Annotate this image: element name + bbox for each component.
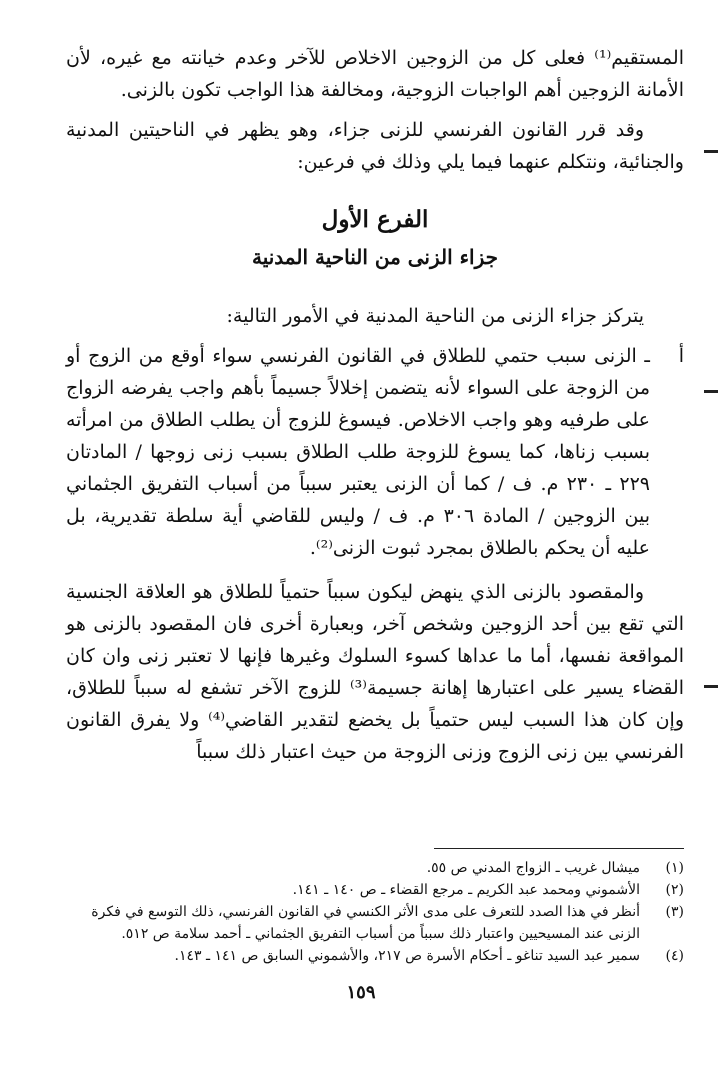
footnote-2 bbox=[66, 879, 684, 901]
scan-edge-mark bbox=[704, 150, 718, 153]
list-item-label: أ bbox=[678, 345, 684, 367]
scan-edge-mark bbox=[704, 390, 718, 393]
section-subtitle: جزاء الزنى من الناحية المدنية bbox=[251, 245, 498, 269]
paragraph-1: المستقيم⁽¹⁾ فعلى كل من الزوجين الاخلاص للآخر وعدم خيانته مع غيره، لأن الأمانة الزوجين أهم الواجبات الزوجية، ومخالفة هذا الواجب تكون بالزنى. bbox=[66, 47, 684, 101]
footnote-3 bbox=[66, 901, 684, 945]
paragraph-2: وقد قرر القانون الفرنسي للزنى جزاء، وهو يظهر في الناحيتين المدنية والجنائية، ونتكلم عنهما فيما يلي وذلك في فرعين: bbox=[66, 119, 684, 173]
list-item-a bbox=[66, 340, 684, 564]
footnote-divider bbox=[434, 848, 684, 849]
footnote-text: ميشال غريب ـ الزواج المدني ص ٥٥. bbox=[426, 860, 640, 876]
footnote-number: (٤) bbox=[665, 948, 684, 964]
intro-paragraph: يتركز جزاء الزنى من الناحية المدنية في الأمور التالية: bbox=[226, 305, 644, 327]
footnote-text: أنظر في هذا الصدد للتعرف على مدى الأثر الكنسي في القانون الفرنسي، ذلك التوسع في فكرة الزنى عند المسيحيين واعتبار ذلك سبباً من أسباب التفريق الجثماني ـ أحمد سلامة ص ٥١٢. bbox=[91, 904, 640, 942]
paragraph-3: والمقصود بالزنى الذي ينهض ليكون سبباً حتمياً للطلاق هو العلاقة الجنسية التي تقع بين أحد الزوجين وشخص آخر، وبعبارة أخرى فان المقصود بالزنى هو المواقعة نفسها، أما ما عداها كسوء السلوك وغيرها فإنها لا تعتبر زنى وان كان القضاء يسير على اعتبارها إهانة جسيمة⁽³⁾ للزوج الآخر تشفع له سبباً للطلاق، وإن كان هذا السبب ليس حتمياً بل يخضع لتقدير القاضي⁽⁴⁾ ولا يفرق القانون الفرنسي بين زنى الزوج وزنى الزوجة من حيث اعتبار ذلك سبباً bbox=[66, 581, 685, 763]
scan-edge-mark bbox=[704, 685, 718, 688]
footnote-1 bbox=[66, 857, 684, 879]
footnote-number: (٢) bbox=[665, 882, 684, 898]
list-item-text: ـ الزنى سبب حتمي للطلاق في القانون الفرنسي سواء أوقع من الزوج أو من الزوجة على السواء لأنه يتضمن إخلالاً جسيماً بأهم واجب يفرضه الزواج على طرفيه وهو واجب الاخلاص. فيسوغ للزوج أن يطلب الطلاق من امرأته بسبب زناها، كما يسوغ للزوجة طلب الطلاق بسبب زنى زوجها / المادتان ٢٢٩ ـ ٢٣٠ م. ف / كما أن الزنى يعتبر سبباً من أسباب التفريق الجثماني بين الزوجين / المادة ٣٠٦ م. ف / وليس للقاضي أية سلطة تقديرية، بل عليه أن يحكم بالطلاق بمجرد ثبوت الزنى⁽²⁾. bbox=[66, 345, 650, 559]
footnotes bbox=[66, 848, 684, 967]
footnote-number: (١) bbox=[665, 860, 684, 876]
footnote-text: الأشموني ومحمد عبد الكريم ـ مرجع القضاء ـ ص ١٤٠ ـ ١٤١. bbox=[292, 882, 640, 898]
footnote-number: (٣) bbox=[665, 904, 684, 920]
page-number: ١٥٩ bbox=[346, 982, 376, 1003]
section-title: الفرع الأول bbox=[321, 206, 429, 233]
page-body bbox=[66, 42, 684, 768]
footnote-text: سمير عبد السيد تناغو ـ أحكام الأسرة ص ٢١٧، والأشموني السابق ص ١٤١ ـ ١٤٣. bbox=[174, 948, 640, 964]
footnote-4 bbox=[66, 945, 684, 967]
